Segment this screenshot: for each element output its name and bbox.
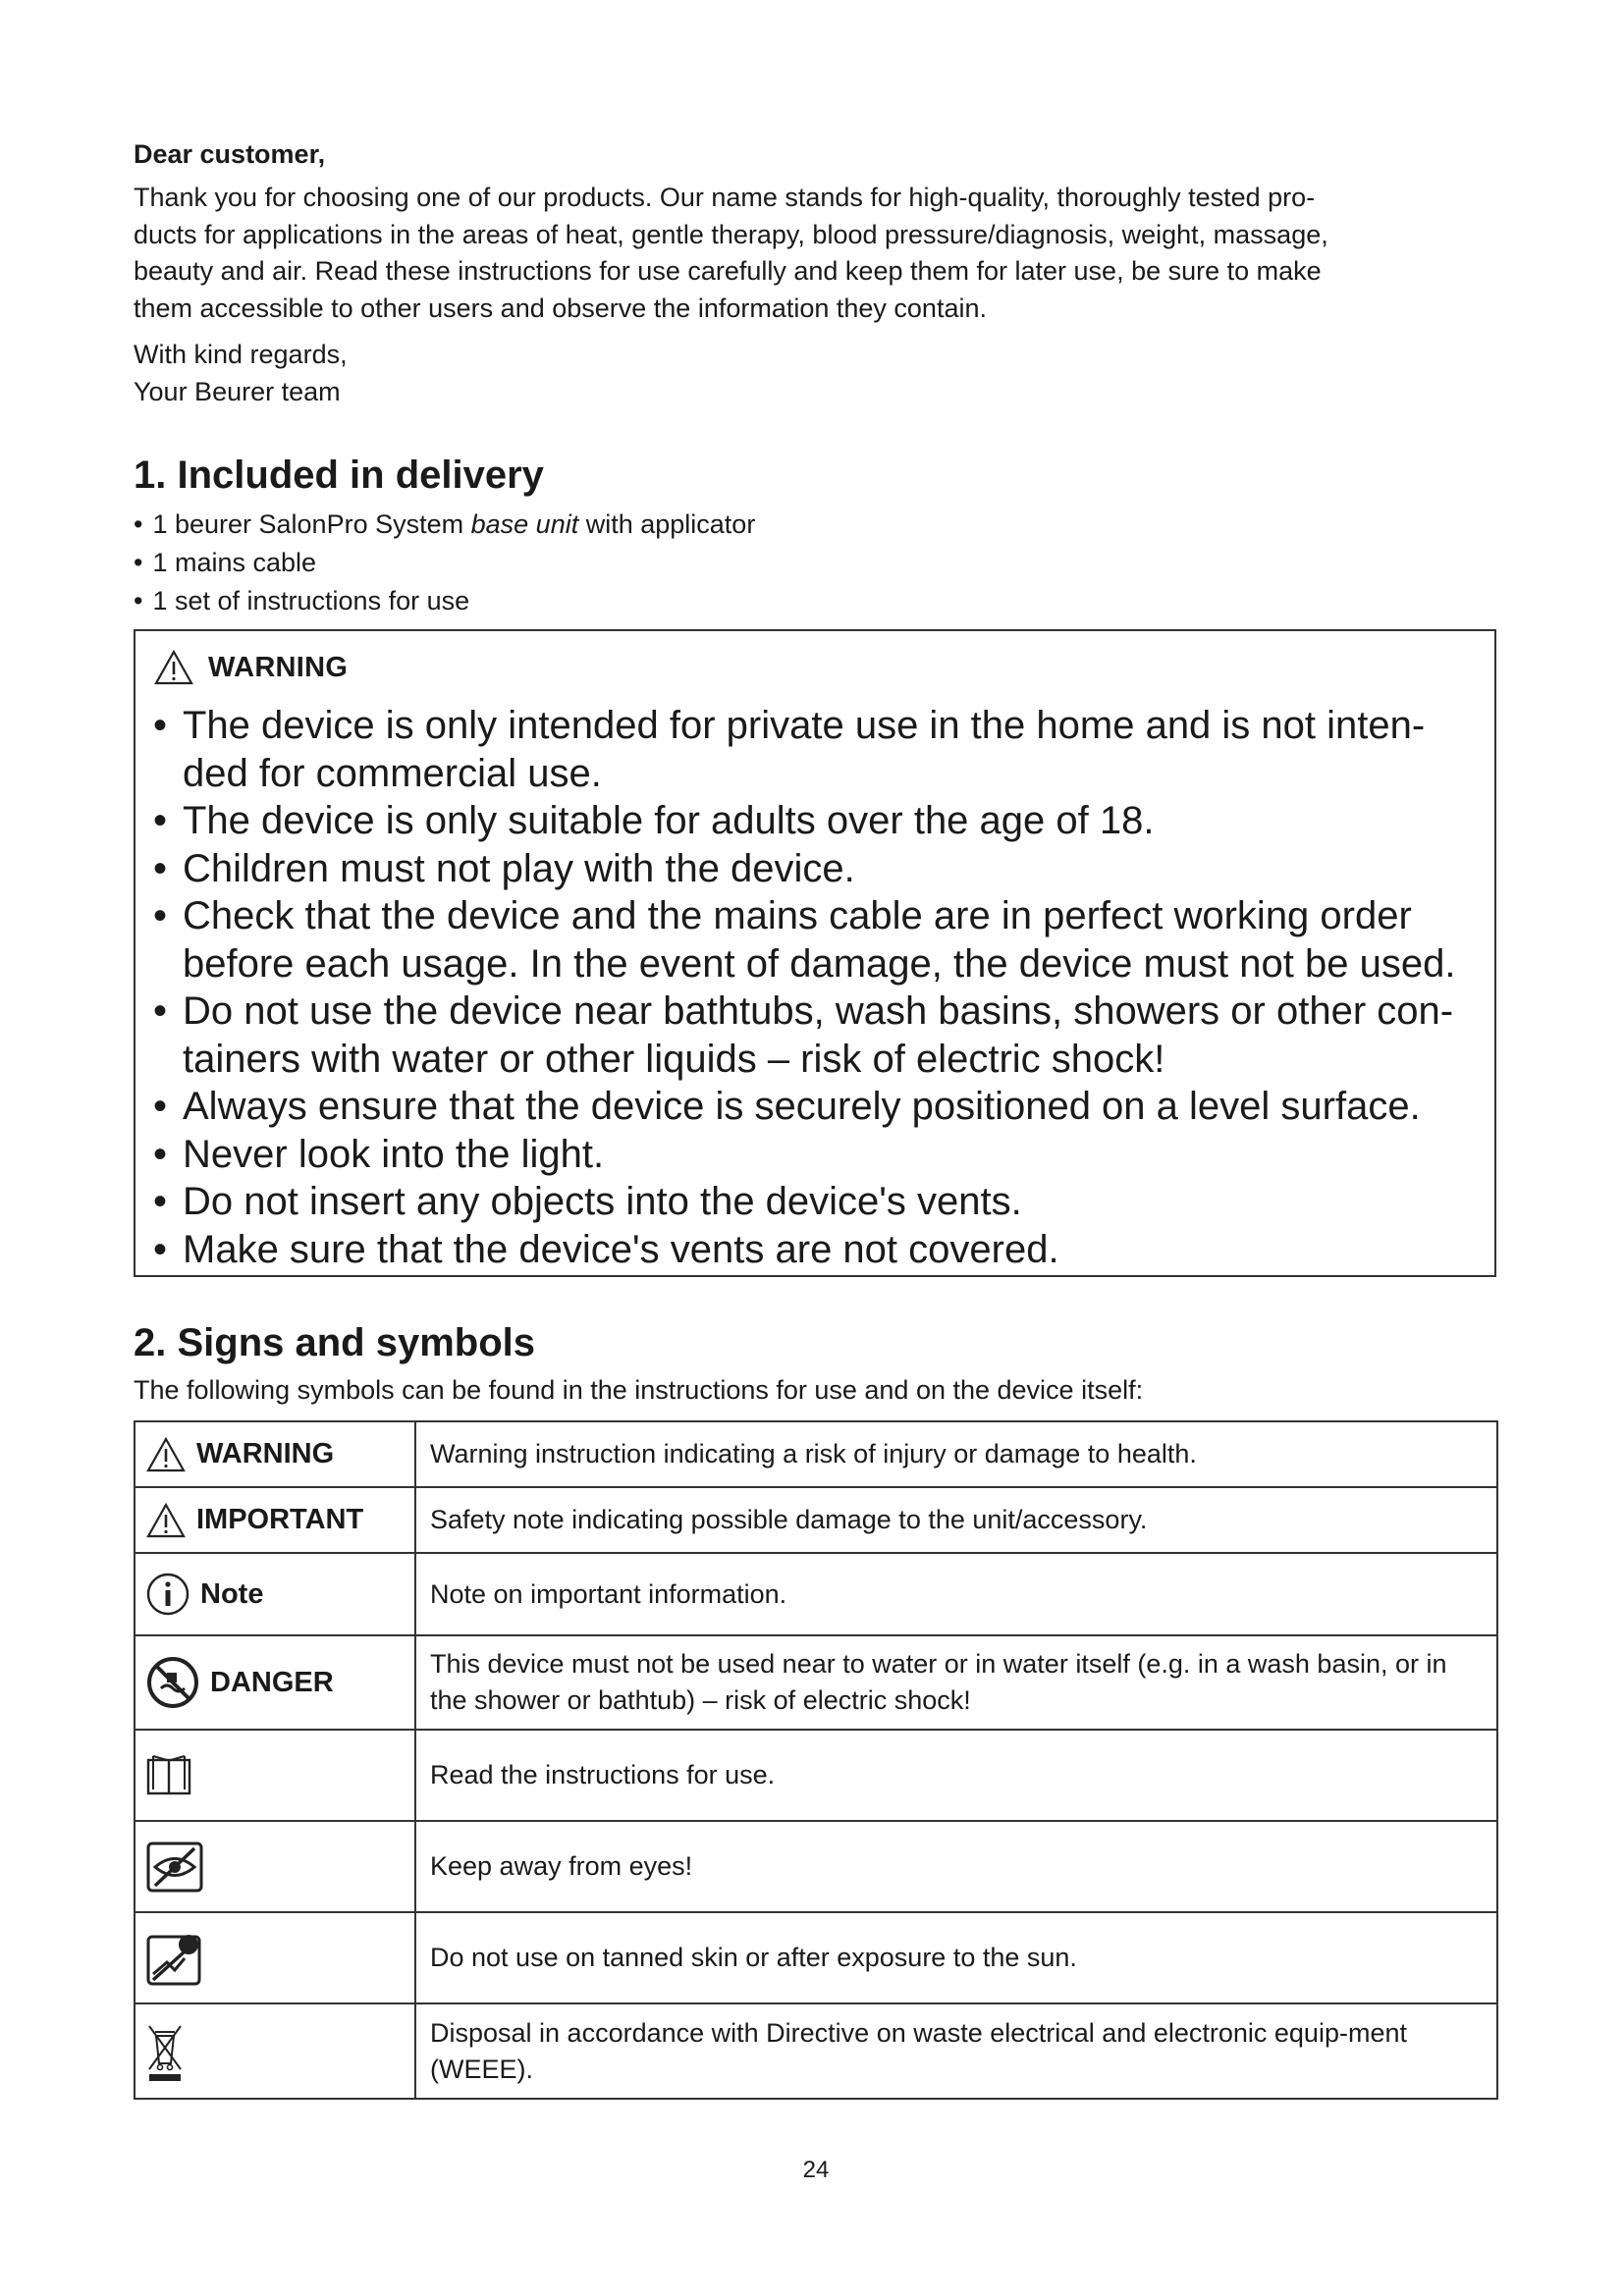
delivery-list: [134, 506, 755, 620]
table-row: [135, 1730, 1497, 1821]
warning-box: [134, 629, 1496, 1277]
symbol-description: This device must not be used near to water or in water itself (e.g. in a wash basin, or in the shower or bathtub) – risk of electric shock!: [415, 1635, 1497, 1730]
warning-list: [153, 702, 1481, 1273]
page-number: 24: [802, 2157, 830, 2183]
table-row: [135, 2003, 1497, 2099]
warning-item: • Do not use the device near bathtubs, wash basins, showers or other con-tainers with water or other liquids – risk of electric shock!: [153, 988, 1481, 1083]
warning-triangle-icon: [145, 1436, 187, 1473]
no-sun-icon: [145, 1929, 204, 1988]
closing-line: Your Beurer team: [134, 377, 341, 406]
warning-item: • Never look into the light.: [153, 1131, 1481, 1179]
warning-item: • Do not insert any objects into the device's vents.: [153, 1178, 1481, 1226]
no-eyes-icon: [145, 1841, 204, 1894]
symbol-description: Do not use on tanned skin or after exposure to the sun.: [415, 1912, 1497, 2003]
symbol-label: Note: [200, 1577, 264, 1610]
weee-bin-icon: [145, 2020, 185, 2083]
warning-triangle-icon: [153, 649, 194, 686]
list-item: • 1 mains cable: [134, 544, 755, 582]
symbol-label: DANGER: [210, 1666, 334, 1698]
symbol-description: Disposal in accordance with Directive on waste electrical and electronic equip-ment (WEEE).: [415, 2003, 1497, 2099]
table-row: [135, 1912, 1497, 2003]
intro-paragraph: [134, 180, 1498, 327]
info-icon: [145, 1572, 190, 1617]
intro-line: Thank you for choosing one of our products. Our name stands for high-quality, thoroughly tested pro-: [134, 183, 1316, 212]
intro-line: beauty and air. Read these instructions for use carefully and keep them for later use, be sure to make: [134, 256, 1322, 286]
symbol-description: Safety note indicating possible damage to the unit/accessory.: [415, 1487, 1497, 1553]
symbol-description: Keep away from eyes!: [415, 1821, 1497, 1912]
no-water-icon: [145, 1655, 200, 1710]
table-row: [135, 1421, 1497, 1487]
intro-line: them accessible to other users and observe the information they contain.: [134, 293, 987, 323]
table-row: [135, 1487, 1497, 1553]
warning-label: WARNING: [208, 651, 349, 683]
symbol-label: WARNING: [196, 1438, 335, 1469]
table-row: [135, 1821, 1497, 1912]
table-row: [135, 1635, 1497, 1730]
symbols-table: [134, 1420, 1498, 2100]
signs-intro: The following symbols can be found in the instructions for use and on the device itself:: [134, 1375, 1144, 1405]
section-title-delivery: 1. Included in delivery: [134, 454, 544, 497]
warning-item: • The device is only suitable for adults over the age of 18.: [153, 797, 1481, 845]
warning-item: • Check that the device and the mains cable are in perfect working order before each usage. In the event of damage, the device must not be used.: [153, 892, 1481, 988]
intro-line: ducts for applications in the areas of heat, gentle therapy, blood pressure/diagnosis, weight, massage,: [134, 219, 1328, 249]
closing-line: With kind regards,: [134, 340, 348, 369]
greeting: Dear customer,: [134, 139, 326, 169]
list-item: • 1 set of instructions for use: [134, 582, 755, 620]
symbol-label: IMPORTANT: [196, 1504, 364, 1535]
warning-header: [153, 649, 348, 686]
symbol-description: Warning instruction indicating a risk of injury or damage to health.: [415, 1421, 1497, 1487]
symbol-description: Read the instructions for use.: [415, 1730, 1497, 1821]
book-icon: [145, 1752, 192, 1799]
warning-item: • Children must not play with the device.: [153, 845, 1481, 893]
section-title-signs: 2. Signs and symbols: [134, 1321, 536, 1364]
symbol-description: Note on important information.: [415, 1553, 1497, 1635]
warning-item: • Always ensure that the device is securely positioned on a level surface.: [153, 1083, 1481, 1131]
warning-triangle-icon: [145, 1502, 187, 1539]
warning-item: • Make sure that the device's vents are not covered.: [153, 1226, 1481, 1274]
list-item: • 1 beurer SalonPro System base unit with applicator: [134, 506, 755, 544]
closing: [134, 336, 348, 410]
table-row: [135, 1553, 1497, 1635]
warning-item: • The device is only intended for private use in the home and is not inten-ded for commercial use.: [153, 702, 1481, 797]
